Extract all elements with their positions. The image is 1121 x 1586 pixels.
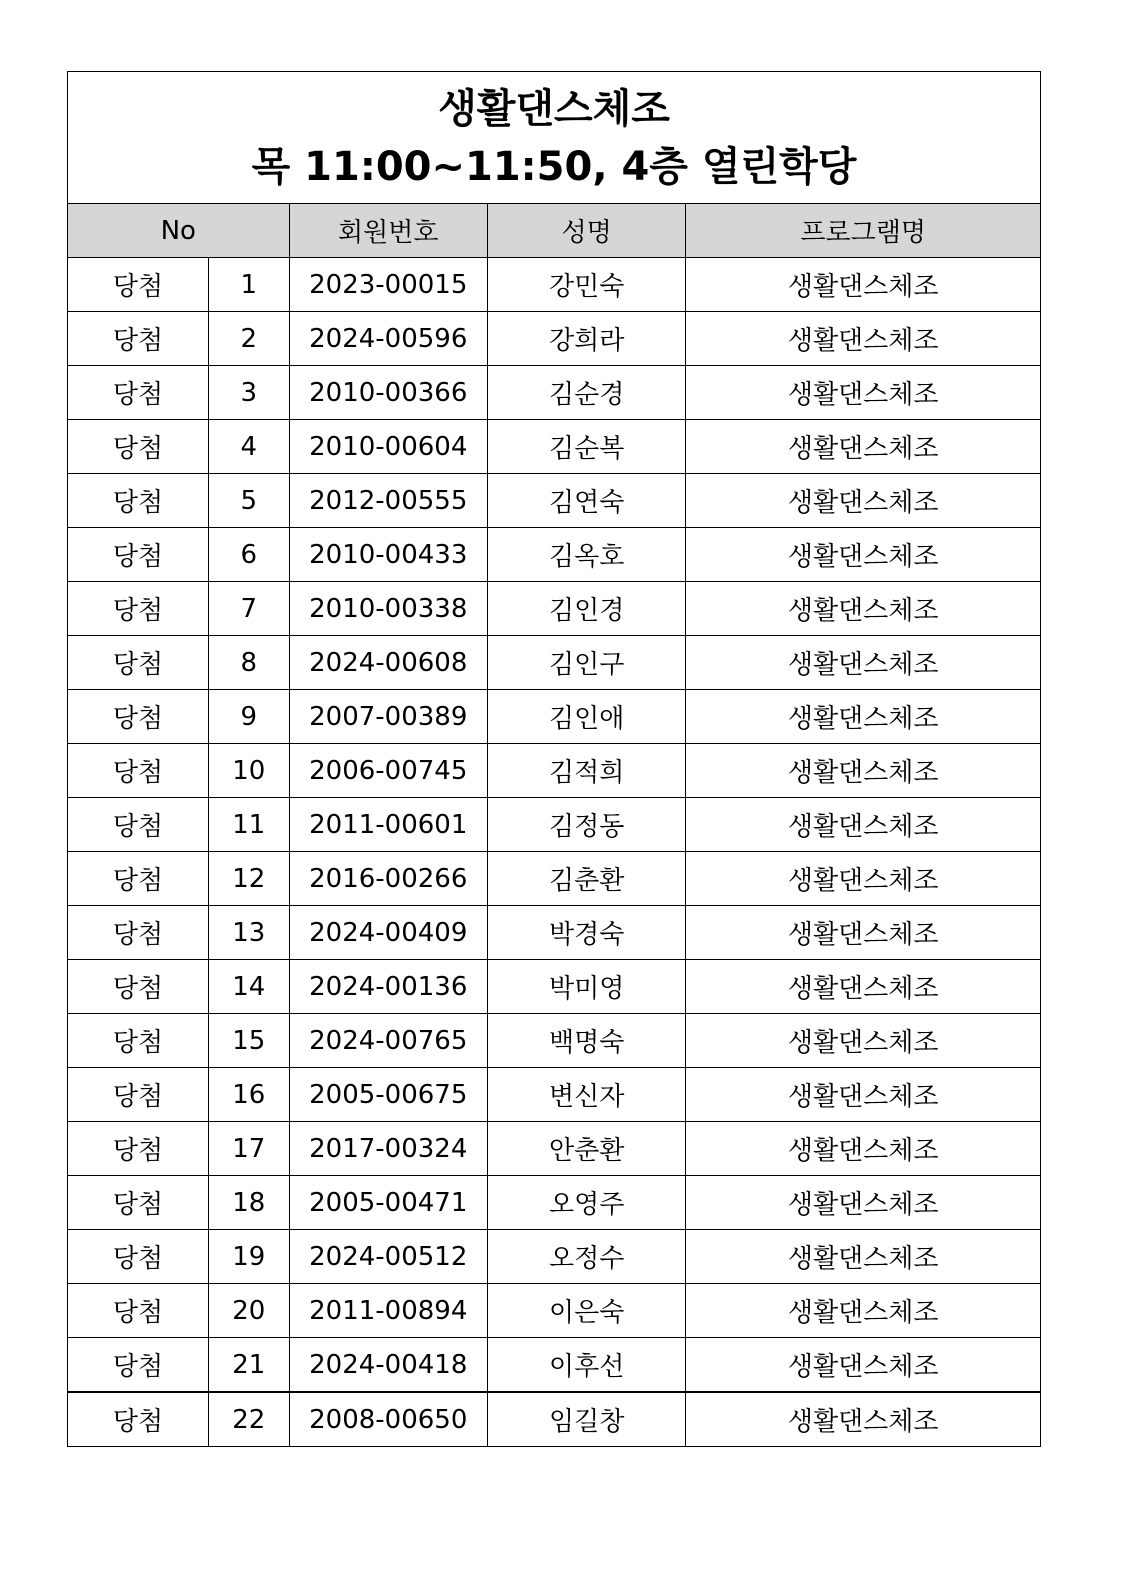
member-no-cell: 2010-00366 <box>289 366 487 420</box>
status-cell: 당첨 <box>68 312 209 366</box>
status-cell: 당첨 <box>68 528 209 582</box>
program-cell: 생활댄스체조 <box>686 312 1041 366</box>
no-cell: 15 <box>209 1014 290 1068</box>
name-cell: 이은숙 <box>487 1284 685 1338</box>
status-cell: 당첨 <box>68 582 209 636</box>
member-no-cell: 2010-00604 <box>289 420 487 474</box>
program-cell: 생활댄스체조 <box>686 1122 1041 1176</box>
member-no-cell: 2017-00324 <box>289 1122 487 1176</box>
program-cell: 생활댄스체조 <box>686 258 1041 312</box>
name-cell: 김순경 <box>487 366 685 420</box>
no-cell: 5 <box>209 474 290 528</box>
table-row <box>68 690 1041 744</box>
status-cell: 당첨 <box>68 960 209 1014</box>
program-cell: 생활댄스체조 <box>686 906 1041 960</box>
status-cell: 당첨 <box>68 366 209 420</box>
status-cell: 당첨 <box>68 474 209 528</box>
table-row <box>68 1230 1041 1284</box>
member-no-cell: 2024-00765 <box>289 1014 487 1068</box>
table-row <box>68 960 1041 1014</box>
program-cell: 생활댄스체조 <box>686 366 1041 420</box>
program-cell: 생활댄스체조 <box>686 1392 1041 1447</box>
member-no-cell: 2024-00512 <box>289 1230 487 1284</box>
status-cell: 당첨 <box>68 852 209 906</box>
table-row <box>68 1176 1041 1230</box>
name-cell: 김적희 <box>487 744 685 798</box>
no-cell: 17 <box>209 1122 290 1176</box>
member-no-cell: 2024-00136 <box>289 960 487 1014</box>
member-no-cell: 2024-00418 <box>289 1338 487 1393</box>
status-cell: 당첨 <box>68 258 209 312</box>
member-no-cell: 2016-00266 <box>289 852 487 906</box>
table-row <box>68 744 1041 798</box>
table-row <box>68 582 1041 636</box>
program-cell: 생활댄스체조 <box>686 1284 1041 1338</box>
title-row <box>68 72 1041 204</box>
table-row <box>68 1338 1041 1393</box>
program-cell: 생활댄스체조 <box>686 744 1041 798</box>
member-no-cell: 2012-00555 <box>289 474 487 528</box>
no-cell: 3 <box>209 366 290 420</box>
status-cell: 당첨 <box>68 420 209 474</box>
name-cell: 안춘환 <box>487 1122 685 1176</box>
status-cell: 당첨 <box>68 690 209 744</box>
name-cell: 박미영 <box>487 960 685 1014</box>
member-no-cell: 2023-00015 <box>289 258 487 312</box>
table-row <box>68 798 1041 852</box>
no-cell: 21 <box>209 1338 290 1393</box>
table-row <box>68 258 1041 312</box>
name-cell: 백명숙 <box>487 1014 685 1068</box>
program-cell: 생활댄스체조 <box>686 1338 1041 1393</box>
member-no-cell: 2010-00433 <box>289 528 487 582</box>
table-row <box>68 474 1041 528</box>
page-subtitle: 목 11:00~11:50, 4층 열린학당 <box>251 143 857 190</box>
no-cell: 6 <box>209 528 290 582</box>
table-row <box>68 528 1041 582</box>
name-cell: 변신자 <box>487 1068 685 1122</box>
name-cell: 이후선 <box>487 1338 685 1393</box>
name-cell: 김정동 <box>487 798 685 852</box>
program-cell: 생활댄스체조 <box>686 690 1041 744</box>
status-cell: 당첨 <box>68 1338 209 1393</box>
table-row <box>68 1014 1041 1068</box>
no-cell: 1 <box>209 258 290 312</box>
member-no-cell: 2006-00745 <box>289 744 487 798</box>
member-no-cell: 2011-00894 <box>289 1284 487 1338</box>
member-no-cell: 2005-00471 <box>289 1176 487 1230</box>
program-cell: 생활댄스체조 <box>686 474 1041 528</box>
member-no-cell: 2010-00338 <box>289 582 487 636</box>
table-row <box>68 1392 1041 1447</box>
winners-table <box>67 71 1041 1447</box>
program-cell: 생활댄스체조 <box>686 852 1041 906</box>
status-cell: 당첨 <box>68 1122 209 1176</box>
column-header-no: No <box>68 204 290 258</box>
program-cell: 생활댄스체조 <box>686 798 1041 852</box>
name-cell: 김순복 <box>487 420 685 474</box>
member-no-cell: 2024-00409 <box>289 906 487 960</box>
table-body <box>68 258 1041 1447</box>
no-cell: 18 <box>209 1176 290 1230</box>
header-row <box>68 204 1041 258</box>
no-cell: 7 <box>209 582 290 636</box>
no-cell: 11 <box>209 798 290 852</box>
program-cell: 생활댄스체조 <box>686 636 1041 690</box>
table-row <box>68 852 1041 906</box>
program-cell: 생활댄스체조 <box>686 420 1041 474</box>
name-cell: 김연숙 <box>487 474 685 528</box>
member-no-cell: 2005-00675 <box>289 1068 487 1122</box>
table-row <box>68 636 1041 690</box>
column-header-member-no: 회원번호 <box>289 204 487 258</box>
program-cell: 생활댄스체조 <box>686 1068 1041 1122</box>
no-cell: 9 <box>209 690 290 744</box>
status-cell: 당첨 <box>68 744 209 798</box>
title-cell <box>68 72 1041 204</box>
no-cell: 14 <box>209 960 290 1014</box>
name-cell: 김춘환 <box>487 852 685 906</box>
status-cell: 당첨 <box>68 636 209 690</box>
no-cell: 20 <box>209 1284 290 1338</box>
program-cell: 생활댄스체조 <box>686 1014 1041 1068</box>
status-cell: 당첨 <box>68 1176 209 1230</box>
status-cell: 당첨 <box>68 1392 209 1447</box>
status-cell: 당첨 <box>68 1284 209 1338</box>
status-cell: 당첨 <box>68 906 209 960</box>
name-cell: 김인경 <box>487 582 685 636</box>
name-cell: 강희라 <box>487 312 685 366</box>
program-cell: 생활댄스체조 <box>686 528 1041 582</box>
table-row <box>68 1068 1041 1122</box>
status-cell: 당첨 <box>68 1014 209 1068</box>
name-cell: 강민숙 <box>487 258 685 312</box>
name-cell: 김인애 <box>487 690 685 744</box>
column-header-program: 프로그램명 <box>686 204 1041 258</box>
member-no-cell: 2024-00596 <box>289 312 487 366</box>
member-no-cell: 2007-00389 <box>289 690 487 744</box>
program-cell: 생활댄스체조 <box>686 1230 1041 1284</box>
name-cell: 오영주 <box>487 1176 685 1230</box>
no-cell: 22 <box>209 1392 290 1447</box>
no-cell: 2 <box>209 312 290 366</box>
program-cell: 생활댄스체조 <box>686 582 1041 636</box>
page-title: 생활댄스체조 <box>438 85 670 132</box>
table-row <box>68 1284 1041 1338</box>
status-cell: 당첨 <box>68 1230 209 1284</box>
name-cell: 오정수 <box>487 1230 685 1284</box>
table-row <box>68 366 1041 420</box>
no-cell: 8 <box>209 636 290 690</box>
program-cell: 생활댄스체조 <box>686 960 1041 1014</box>
name-cell: 임길창 <box>487 1392 685 1447</box>
name-cell: 박경숙 <box>487 906 685 960</box>
status-cell: 당첨 <box>68 798 209 852</box>
name-cell: 김인구 <box>487 636 685 690</box>
member-no-cell: 2008-00650 <box>289 1392 487 1447</box>
program-cell: 생활댄스체조 <box>686 1176 1041 1230</box>
no-cell: 4 <box>209 420 290 474</box>
no-cell: 13 <box>209 906 290 960</box>
member-no-cell: 2024-00608 <box>289 636 487 690</box>
no-cell: 10 <box>209 744 290 798</box>
table-row <box>68 1122 1041 1176</box>
table-row <box>68 420 1041 474</box>
member-no-cell: 2011-00601 <box>289 798 487 852</box>
table-row <box>68 906 1041 960</box>
no-cell: 19 <box>209 1230 290 1284</box>
status-cell: 당첨 <box>68 1068 209 1122</box>
table-row <box>68 312 1041 366</box>
column-header-name: 성명 <box>487 204 685 258</box>
no-cell: 16 <box>209 1068 290 1122</box>
no-cell: 12 <box>209 852 290 906</box>
name-cell: 김옥호 <box>487 528 685 582</box>
